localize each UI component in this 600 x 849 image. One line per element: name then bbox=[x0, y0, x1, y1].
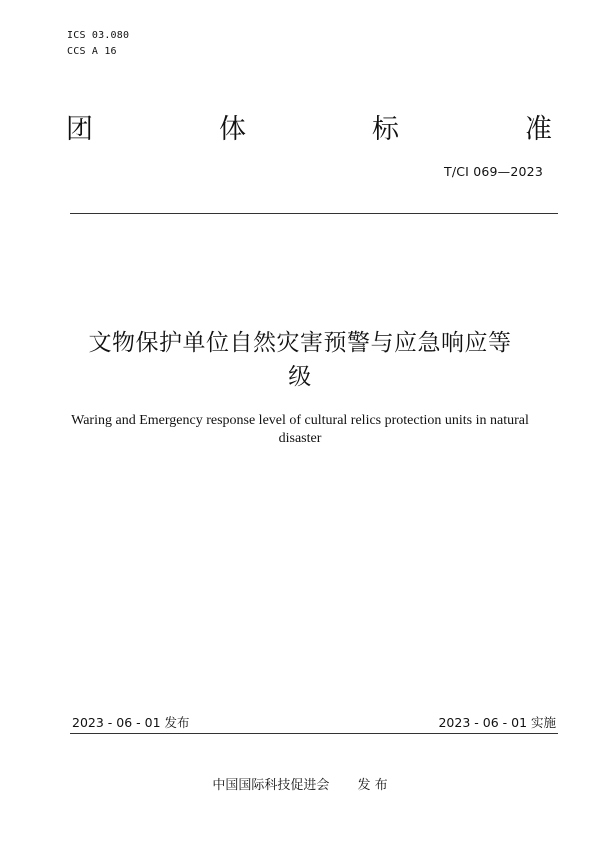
top-divider bbox=[70, 213, 558, 214]
title-chinese-line: 文物保护单位自然灾害预警与应急响应等 bbox=[88, 330, 512, 356]
publisher-action: 发 布 bbox=[357, 778, 388, 793]
title-english bbox=[60, 412, 540, 448]
standard-number: T/CI 069—2023 bbox=[443, 164, 543, 179]
title-chinese-line: 级 bbox=[288, 364, 312, 390]
standard-type-char: 体 bbox=[219, 114, 246, 145]
title-english-line: Waring and Emergency response level of cultural relics protection units in natural bbox=[71, 413, 529, 428]
classification-codes bbox=[67, 28, 129, 60]
standard-type-char: 准 bbox=[525, 114, 552, 145]
standard-type-heading bbox=[66, 113, 552, 147]
bottom-divider bbox=[70, 733, 558, 734]
title-english-line: disaster bbox=[278, 431, 322, 446]
publisher-organization: 中国国际科技促进会 bbox=[212, 778, 330, 793]
implementation-date: 2023 - 06 - 01 实施 bbox=[438, 715, 556, 730]
ics-code: ICS 03.080 bbox=[67, 30, 130, 41]
standard-type-char: 团 bbox=[66, 114, 93, 145]
standard-type-char: 标 bbox=[372, 114, 399, 145]
publisher-line bbox=[0, 778, 600, 794]
ccs-code: CCS A 16 bbox=[67, 46, 117, 57]
title-chinese bbox=[60, 326, 540, 394]
publish-date: 2023 - 06 - 01 发布 bbox=[72, 715, 190, 730]
